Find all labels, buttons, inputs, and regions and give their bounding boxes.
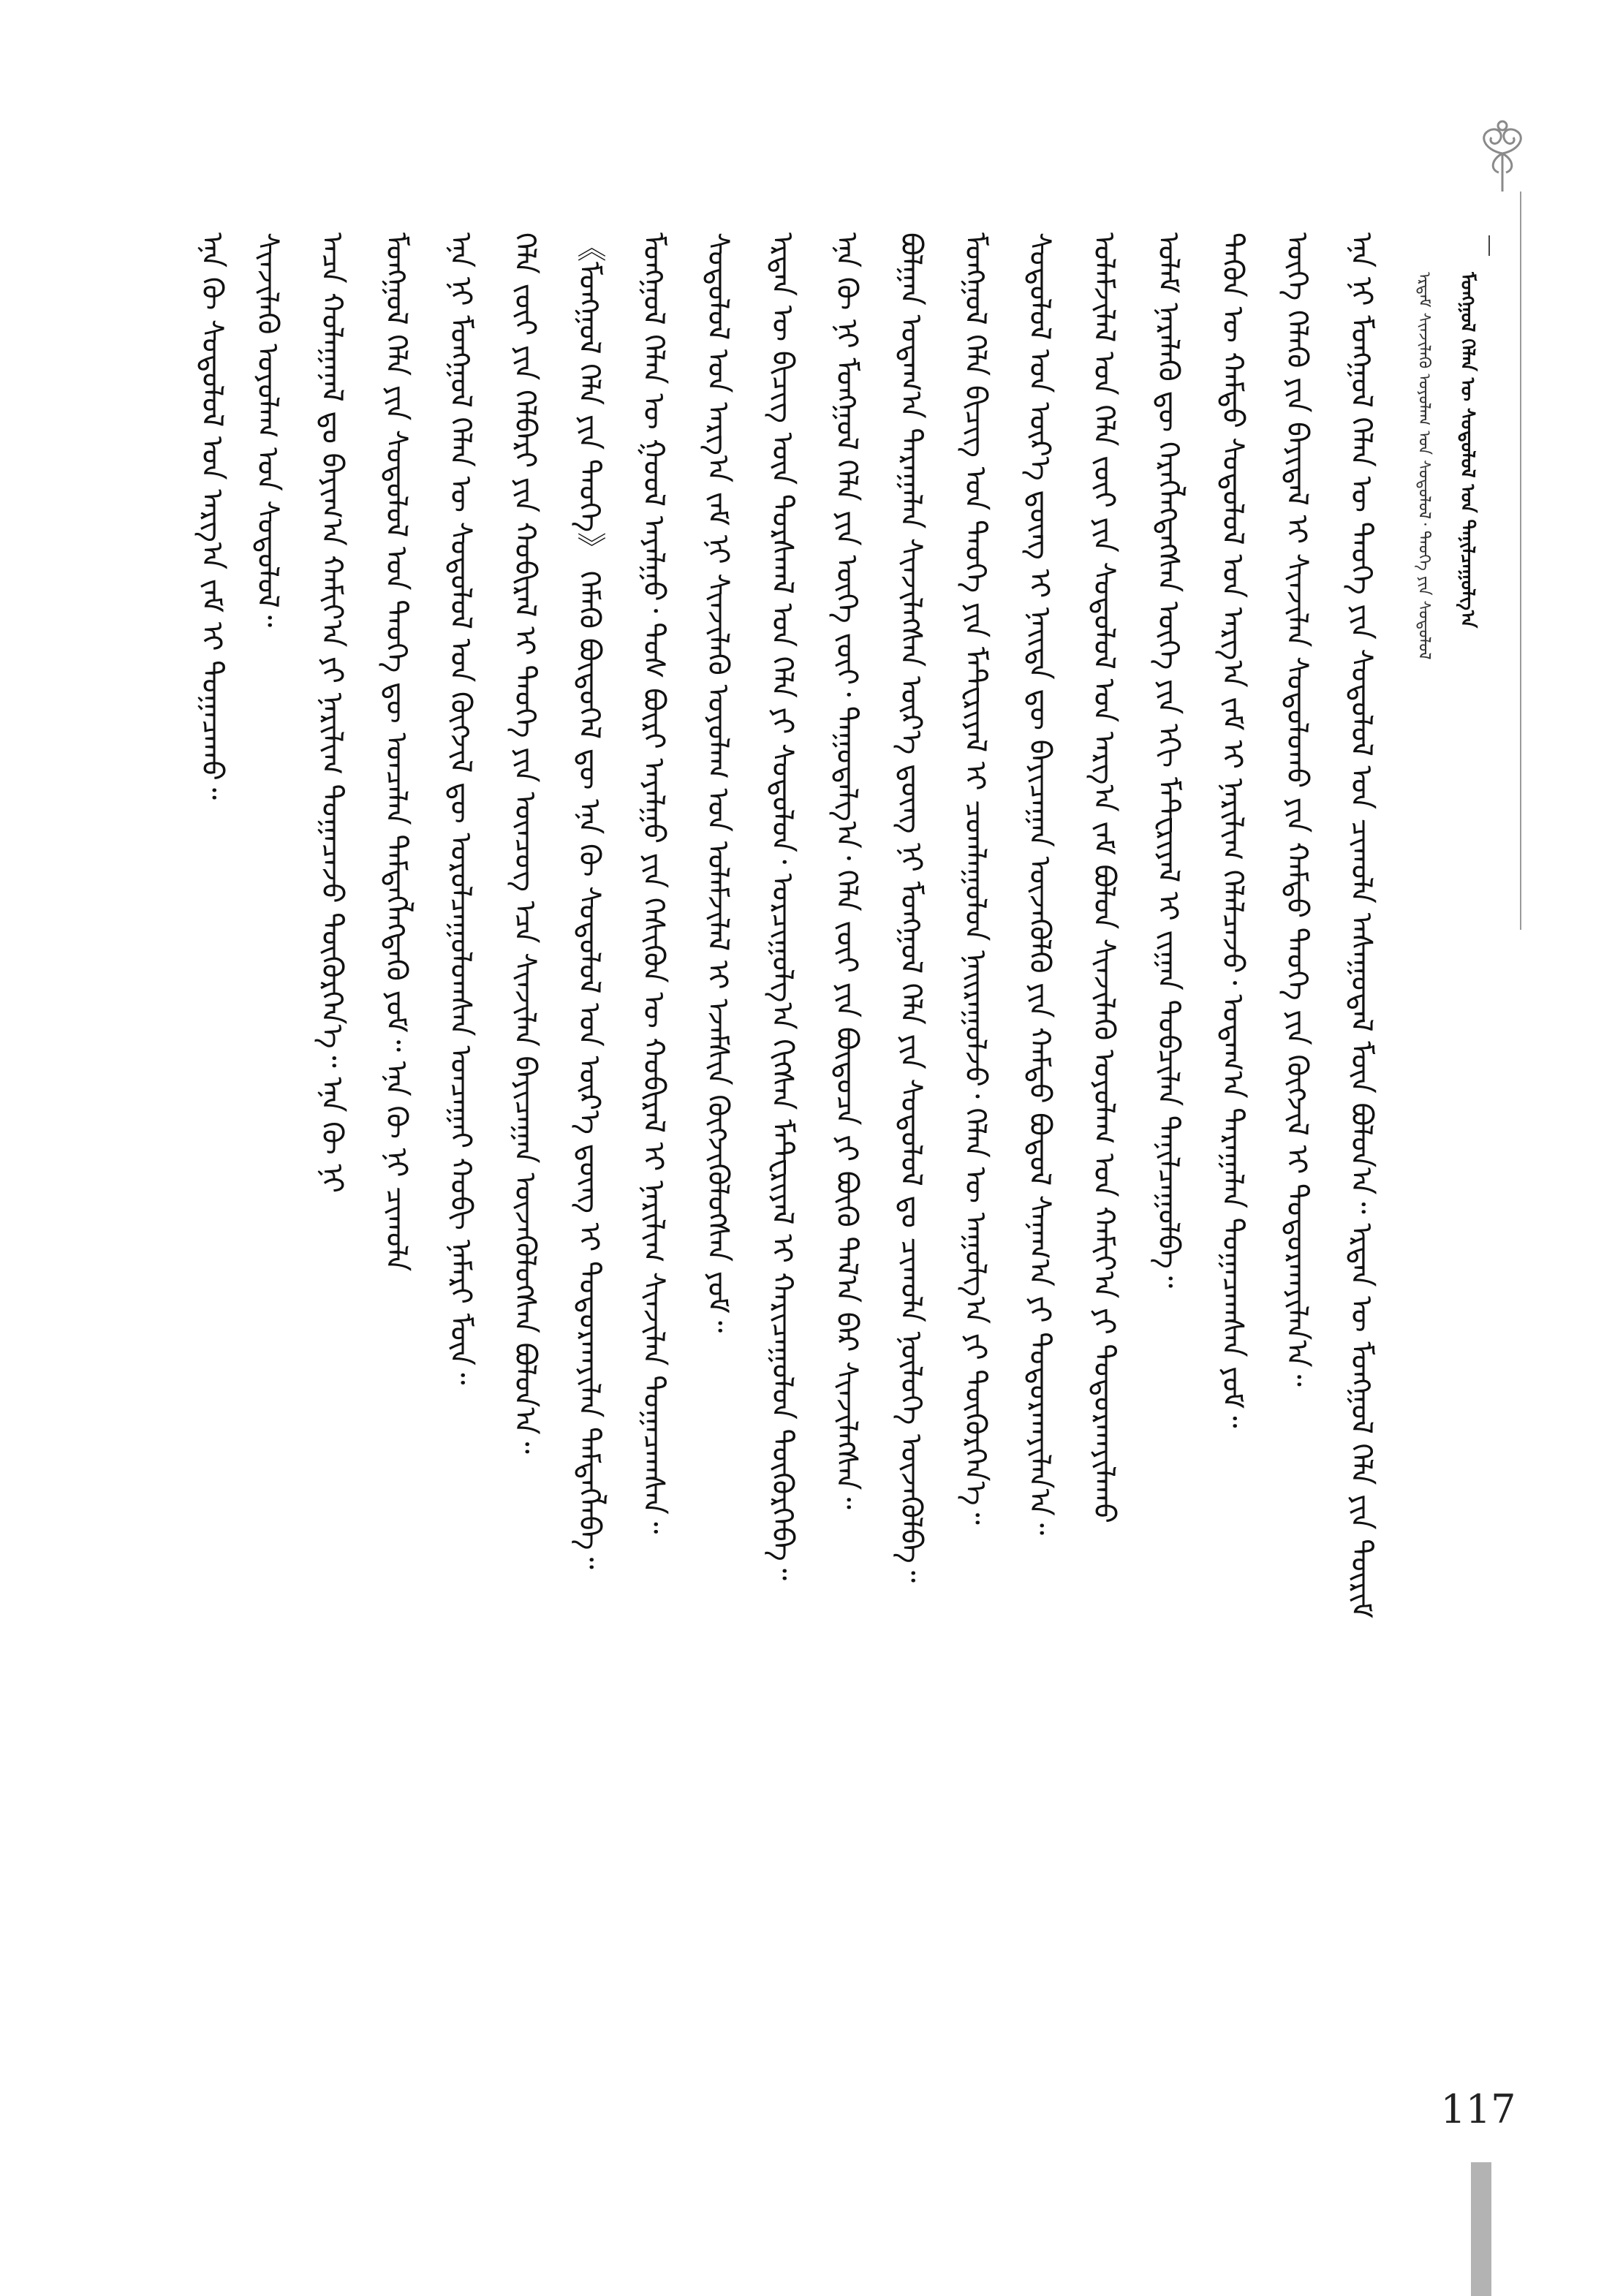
running-head-subtitle: ᠡᠷᠳᠡᠮ ᠰᠢᠨᠵᠢᠯᠡᠬᠦ ᠤᠶᠤᠯᠠᠭ ᠤᠨ ᠰᠤᠳᠤᠯᠤᠯ᠂ ᠲᠡᠦᠬᠡ ᠶᠢᠨ ᠰᠤᠳᠤᠯᠤᠯ <box>1415 272 1433 660</box>
column-text: ᠤᠯᠠᠮ ᠨᠡᠷᠡᠯᠡᠬᠦ ᠳᠦ ᠬᠡᠷᠡᠭᠯᠡᠭᠳᠡᠭᠰᠡᠨ ᠦᠭᠡ ᠶᠢᠨ ᠡᠬᠢ ᠮᠠᠲᠸᠷᠢᠶᠠᠯ ᠢ ᠵᠢᠭᠠᠨ ᠲᠣᠪᠴᠢᠯᠠᠨ ᠲᠠᠨᠢᠯᠴᠠᠭᠤᠯᠪᠠ᠃ <box>1151 232 1185 1289</box>
text-column <box>504 232 545 2034</box>
column-text: ᠠᠴᠠ ᠬᠤᠯᠠᠭᠠᠨᠠᠯ ᠳᠤ ᠪᠠᠶᠢᠭ᠎ᠠ ᠬᠠᠮᠢᠶ᠎ᠠ ᠶᠢ ᠨᠠᠷᠢᠯᠢᠭ ᠲᠣᠭᠠᠴᠠᠵᠤ ᠳᠦᠭᠦᠷᠭᠡᠨ᠎ᠡ᠃ ᠡᠨᠡ ᠬᠦ ᠨᠢ <box>315 232 349 1194</box>
column-text: ᠪᠣᠯᠭᠠᠨ ᠤᠳᠠᠭ᠎ᠠ ᠳᠠᠷᠠᠭᠠᠯᠠᠨ ᠰᠢᠨᠵᠢᠯᠡᠭᠰᠡᠨ ᠦᠷ᠎ᠡ ᠳ᠋ᠦᠩ ᠨᠢ ᠮᠣᠩᠭᠣᠯ ᠬᠡᠯᠡ ᠶᠢᠨ ᠰᠤᠳᠤᠯᠤᠯ ᠳᠤ ᠴᠢᠬᠤᠯᠠ ᠨᠥᠯᠦᠭᠡ ᠦᠵᠡᠭᠦᠯᠪᠡ᠃ <box>894 232 928 1583</box>
text-column <box>569 232 610 2034</box>
side-tab-marker <box>1471 2162 1491 2296</box>
header-vertical-rule <box>1520 192 1521 930</box>
column-text: ᠡᠷᠲᠡᠨ ᠦ ᠪᠢᠴᠢᠭ ᠦᠨ ᠳᠤᠷᠰᠭᠠᠯ ᠤᠨ ᠬᠡᠯᠡ ᠶᠢ ᠰᠣᠳᠤᠯᠤᠨ᠂ ᠣᠷᠴᠢᠭᠤᠯᠭ᠎ᠠ ᠬᠢᠭᠰᠡᠨ ᠮᠠᠲᠸᠷᠢᠶᠠᠯ ᠢ ᠬᠠᠷᠢᠴᠠᠭᠤᠯᠤᠨ ᠳᠦᠭᠦᠷᠭᠡᠪᠡ᠃ <box>765 232 799 1581</box>
text-column <box>1212 232 1253 2034</box>
column-text: ᠰᠤᠳᠤᠯᠤᠯ ᠤᠨ ᠠᠷᠭ᠎ᠠ ᠵᠠᠮ ᠨᠢ ᠰᠢᠨᠵᠢᠯᠡᠬᠦ ᠤᠶᠤᠯᠠᠭ ᠤᠨ ᠤᠯᠠᠮᠵᠢᠯᠠᠯ ᠢ ᠡᠵᠡᠮᠰᠢᠨ ᠬᠥᠭᠵᠢᠭᠦᠯᠦᠭᠰᠡᠨ ᠶᠤᠮ᠃ <box>701 232 735 1333</box>
column-text: ᠮᠣᠩᠭᠣᠯ ᠬᠡᠯᠡ ᠪᠢᠴᠢᠭ ᠤᠨ ᠲᠡᠦᠬᠡ ᠶᠢᠨ ᠮᠠᠲᠸᠷᠢᠶᠠᠯ ᠢ ᠴᠤᠭᠯᠠᠭᠤᠯᠤᠨ ᠨᠠᠢᠷᠠᠭᠤᠯᠵᠤ᠂ ᠬᠡᠯᠡᠨ ᠦ ᠠᠭᠤᠯᠭ᠎ᠠ ᠶᠢ ᠳᠦᠭᠦᠷᠭᠡᠨ᠎ᠡ᠃ <box>958 232 992 1525</box>
text-column <box>826 232 867 2034</box>
text-column <box>192 232 232 2034</box>
page-number: 117 <box>1440 2086 1516 2132</box>
text-column <box>697 232 738 2034</box>
text-column <box>955 232 996 2034</box>
text-column <box>1019 232 1060 2034</box>
column-text: ᠡᠨᠡ ᠬᠦ ᠰᠤᠳᠤᠯᠤᠯ ᠤᠨ ᠠᠷᠭ᠎ᠠ ᠵᠠᠮ ᠢ ᠲᠣᠭᠠᠴᠠᠬᠤ᠃ <box>195 232 229 800</box>
column-text: 《ᠮᠣᠩᠭᠣᠯ ᠬᠡᠯᠡ ᠶᠢᠨ ᠲᠡᠦᠬᠡ》 ᠬᠡᠮᠡᠬᠦ ᠪᠦᠲᠦᠭᠡᠯ ᠳᠦ ᠡᠨᠡ ᠬᠦ ᠰᠤᠳᠤᠯᠤᠯ ᠤᠨ ᠦᠷ᠎ᠡ ᠳ᠋ᠦᠩ ᠢ ᠲᠣᠳᠣᠷᠬᠠᠶᠢᠯᠠᠨ ᠲᠡᠮᠳᠡᠭᠯᠡᠪᠡ᠃ <box>572 232 606 1569</box>
text-column <box>1148 232 1189 2034</box>
header-tick-mark <box>1488 235 1490 256</box>
column-text: ᠡᠨᠡ ᠨᠢ ᠮᠣᠩᠭᠣᠯ ᠬᠡᠯᠡᠨ ᠦ ᠲᠡᠦᠬᠡ ᠶᠢᠨ ᠰᠤᠳᠤᠯᠤᠯ ᠤᠨ ᠴᠢᠬᠤᠯᠠ ᠠᠰᠠᠭᠤᠳᠠᠯ ᠮᠥᠨ ᠪᠣᠯᠤᠨ᠎ᠠ᠃ ᠡᠷᠲᠡᠨ ᠦ ᠮᠣᠩᠭᠣᠯ ᠬᠡᠯᠡ ᠶᠢᠨ ᠳᠦᠷᠢᠮ <box>1344 232 1378 1618</box>
text-column <box>247 232 288 2034</box>
running-head <box>1412 272 1482 1098</box>
running-head-title: ᠮᠣᠩᠭᠣᠯ ᠬᠡᠯᠡᠨ ᠦ ᠰᠤᠳᠤᠯᠤᠯ ᠤᠨ ᠲᠠᠨᠢᠯᠴᠠᠭᠤᠯᠭ᠎ᠠ <box>1456 272 1478 629</box>
text-column <box>762 232 803 2034</box>
column-text: ᠤᠯᠠᠮᠵᠢᠯᠠᠯ ᠤᠨ ᠬᠡᠯᠡ ᠵᠦᠢ ᠶᠢᠨ ᠰᠤᠳᠤᠯᠤᠯ ᠤᠨ ᠠᠷᠭ᠎ᠠ ᠵᠠᠮ ᠪᠣᠯᠤᠨ ᠰᠢᠨᠵᠢᠯᠡᠬᠦ ᠤᠶᠤᠯᠠᠭ ᠤᠨ ᠬᠠᠮᠢᠶ᠎ᠠ ᠶᠢ ᠲᠣᠳᠣᠷᠬᠠᠶᠢᠯᠠᠬᠤ <box>1087 232 1121 1523</box>
text-column <box>633 232 674 2034</box>
body-text <box>192 232 1391 2034</box>
text-column <box>1083 232 1124 2034</box>
text-column <box>890 232 931 2034</box>
column-text: ᠮᠣᠩᠭᠣᠯ ᠬᠡᠯᠡᠨ ᠦ ᠭᠣᠣᠯ ᠠᠶᠠᠯᠭᠤ᠂ ᠲᠤᠰ ᠪᠦᠷᠢ ᠠᠶᠠᠯᠭᠤ ᠶᠢᠨ ᠭᠡᠰᠢᠭᠦᠨ ᠦ ᠬᠤᠪᠢᠷᠠᠯ ᠢ ᠨᠠᠷᠢᠯᠢᠭ ᠰᠢᠨᠵᠢᠯᠡᠨ ᠲᠣᠭᠠᠴᠠᠭᠰᠠᠨ᠃ <box>637 232 670 1534</box>
column-text: ᠲᠡᠭᠦᠨ ᠦ ᠬᠠᠮᠲᠤ ᠰᠤᠳᠤᠯᠤᠯ ᠤᠨ ᠠᠷᠭ᠎ᠠ ᠵᠠᠮ ᠢ ᠨᠠᠷᠢᠯᠢᠭ ᠬᠡᠯᠡᠯᠴᠡᠵᠦ᠂ ᠤᠳᠠᠭ᠎ᠠ ᠳᠠᠷᠠᠭᠠᠯᠠᠨ ᠲᠣᠭᠠᠴᠠᠭᠰᠠᠨ ᠶᠤᠮ᠃ <box>1216 232 1249 1428</box>
column-text: ᠡᠨᠡ ᠨᠢ ᠮᠣᠩᠭᠣᠯ ᠬᠡᠯᠡᠨ ᠦ ᠰᠤᠳᠤᠯᠤᠯ ᠤᠨ ᠬᠥᠭᠵᠢᠯ ᠳᠦ ᠣᠷᠣᠯᠴᠠᠭᠤᠯᠤᠭᠰᠠᠨ ᠤᠨᠴᠠᠭᠠᠢ ᠬᠤᠪᠢ ᠨᠡᠮᠡᠷᠢ ᠮᠥᠨ᠃ <box>444 232 477 1385</box>
text-column <box>440 232 481 2034</box>
text-column <box>376 232 417 2034</box>
column-text: ᠮᠣᠩᠭᠣᠯ ᠬᠡᠯᠡ ᠶᠢᠨ ᠰᠤᠳᠤᠯᠤᠯ ᠤᠨ ᠲᠡᠦᠬᠡ ᠳᠦ ᠣᠨᠴᠠᠯᠠᠨ ᠲᠡᠮᠳᠡᠭᠯᠡᠭᠳᠡᠬᠦ ᠶᠤᠮ᠃ ᠡᠨᠡ ᠬᠦ ᠨᠢ ᠴᠢᠬᠤᠯᠠ <box>379 232 413 1272</box>
text-column <box>311 232 352 2034</box>
column-text: ᠰᠢᠨᠵᠢᠯᠡᠬᠦ ᠤᠶᠤᠯᠠᠭ ᠤᠨ ᠰᠤᠳᠤᠯᠤᠯ᠃ <box>251 232 284 628</box>
text-column <box>1276 232 1317 2034</box>
text-column <box>1341 232 1382 2034</box>
column-text: ᠰᠤᠳᠤᠯᠤᠯ ᠤᠨ ᠦᠷ᠎ᠡ ᠳ᠋ᠦᠩ ᠢ ᠨᠡᠢᠲᠡ ᠳᠦ ᠪᠠᠶᠢᠴᠠᠭᠠᠨ ᠦᠵᠡᠭᠦᠯᠬᠦ ᠶᠢᠨ ᠬᠠᠮᠲᠤ ᠪᠣᠳᠤᠯ ᠰᠠᠨᠠᠭ᠎ᠠ ᠶᠢ ᠲᠣᠳᠣᠷᠬᠠᠶᠢᠯᠠᠨ᠎ᠠ᠃ <box>1023 232 1056 1536</box>
column-text: ᠦᠭᠡ ᠬᠡᠯᠡᠬᠦ ᠶᠢᠨ ᠪᠠᠶᠢᠳᠠᠯ ᠢ ᠰᠢᠨᠵᠢᠯᠡᠨ ᠰᠤᠳᠤᠯᠤᠬᠤ ᠶᠢᠨ ᠬᠠᠮᠲᠤ ᠲᠡᠦᠬᠡ ᠶᠢᠨ ᠬᠥᠭᠵᠢᠯ ᠢ ᠲᠣᠳᠣᠷᠬᠠᠶᠢᠯᠠᠨ᠎ᠠ᠃ <box>1280 232 1314 1387</box>
decorative-ornament-icon <box>1469 110 1535 205</box>
column-text: ᠡᠨᠡ ᠬᠦ ᠨᠢ ᠮᠣᠩᠭᠣᠯ ᠬᠡᠯᠡ ᠶᠢᠨ ᠦᠭᠡ ᠵᠦᠢ᠂ ᠳᠠᠭᠤᠳᠠᠯᠭ᠎ᠠ᠂ ᠬᠡᠯᠡ ᠵᠦᠢ ᠶᠢᠨ ᠪᠦᠲᠦᠴᠡ ᠶᠢ ᠪᠦᠬᠦ ᠲᠠᠯ᠎ᠠ ᠪᠠᠷ ᠰᠢᠨᠵᠢᠯᠡᠭᠰᠡᠨ᠃ <box>830 232 863 1509</box>
column-text: ᠬᠡᠯᠡ ᠵᠦᠢ ᠶᠢᠨ ᠬᠡᠯᠪᠡᠷᠢ ᠶᠢᠨ ᠬᠤᠪᠢᠷᠠᠯ ᠢ ᠲᠡᠦᠬᠡ ᠶᠢᠨ ᠥᠨᠴᠥᠭ ᠡᠴᠡ ᠰᠢᠨᠵᠢᠯᠡᠨ ᠪᠠᠶᠢᠴᠠᠭᠠᠨ ᠦᠵᠡᠭᠦᠯᠦᠭᠰᠡᠨ ᠪᠣᠯᠤᠨ᠎ᠠ᠃ <box>508 232 542 1454</box>
